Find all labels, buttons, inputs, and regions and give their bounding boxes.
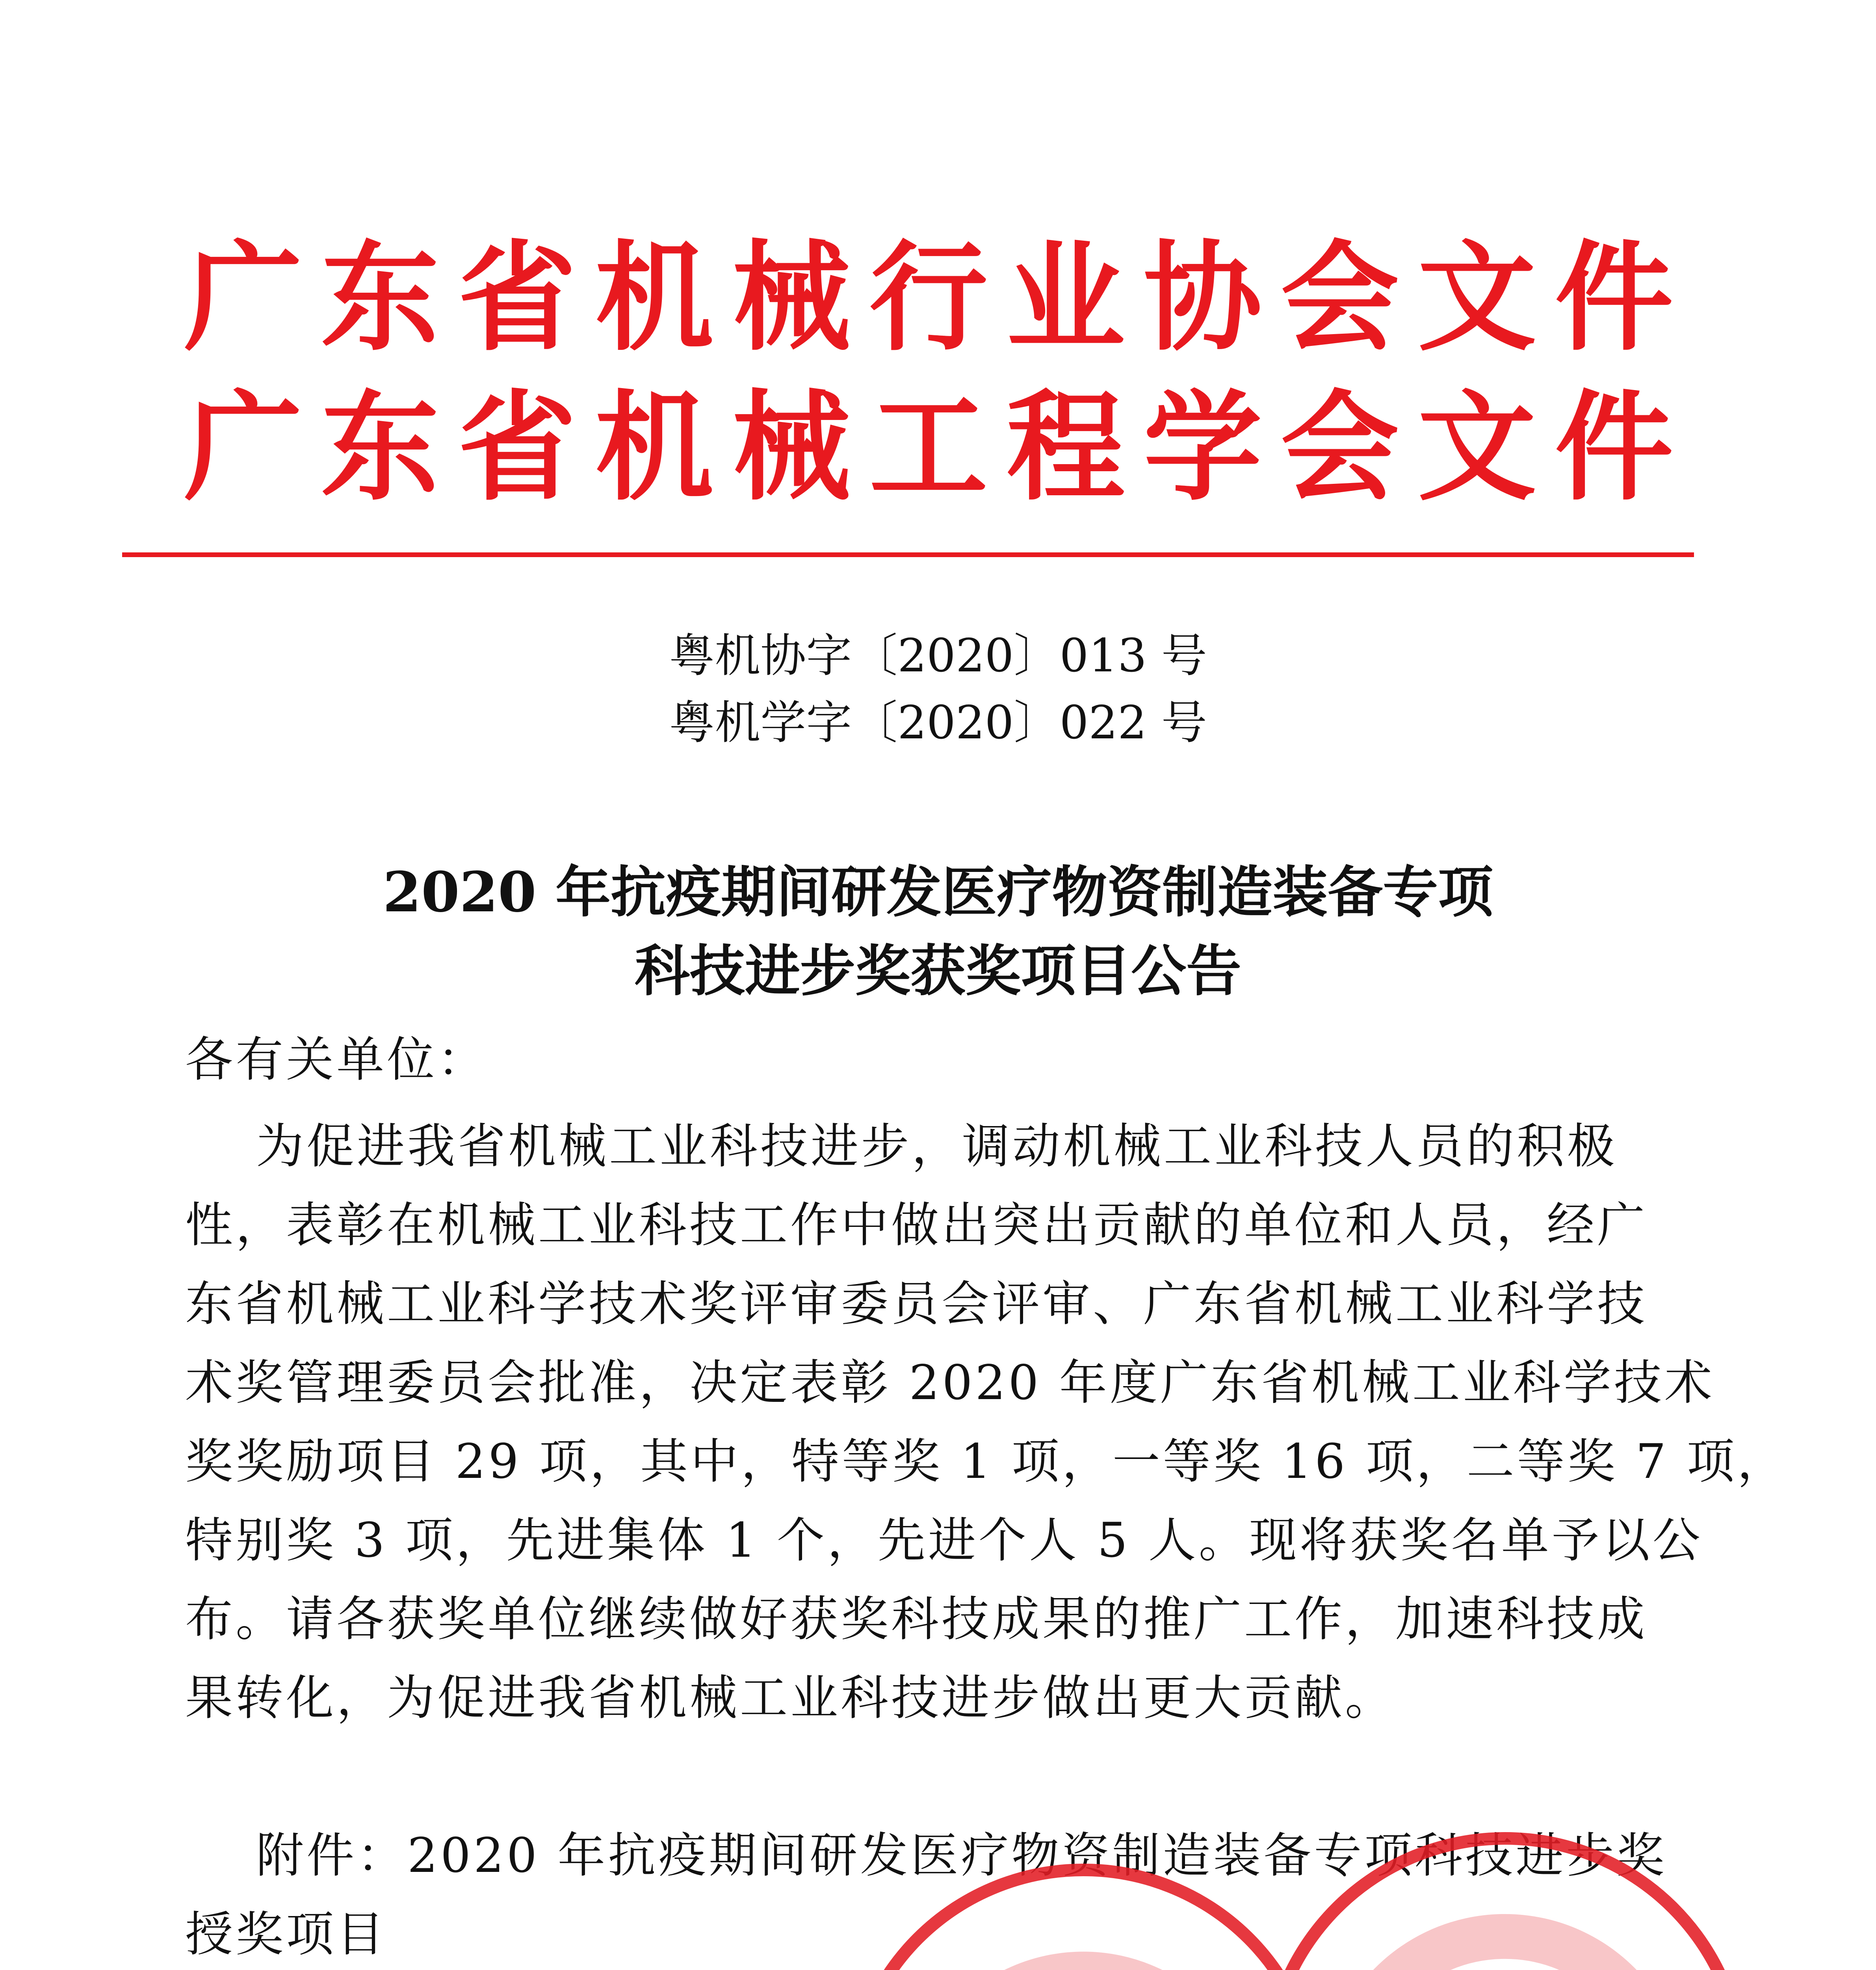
society-seal-stamp [1261, 1832, 1749, 1970]
association-seal-graphic [856, 1876, 1311, 1970]
document-number-association: 粤机协字〔2020〕013 号 [669, 629, 1207, 682]
society-seal-graphic [1273, 1845, 1737, 1970]
paragraph-line: 果转化，为促进我省机械工业科技进步做出更大贡献。 [185, 1670, 1396, 1726]
notice-title-line2: 科技进步奖获奖项目公告 [634, 939, 1241, 1004]
salutation: 各有关单位： [185, 1032, 488, 1087]
attachment-line1: 附件：2020 年抗疫期间研发医疗物资制造装备专项科技进步奖 [256, 1828, 1667, 1883]
attachment-line2: 授奖项目 [185, 1907, 387, 1962]
header-title-society: 广东省机械工程学会文件 [184, 377, 1692, 517]
document-number-society: 粤机学字〔2020〕022 号 [669, 696, 1207, 749]
paragraph-line: 布。请各获奖单位继续做好获奖科技成果的推广工作，加速科技成 [185, 1591, 1648, 1647]
association-seal-stamp [843, 1864, 1324, 1970]
paragraph-line: 奖奖励项目 29 项，其中，特等奖 1 项，一等奖 16 项，二等奖 7 项， [185, 1434, 1788, 1489]
paragraph-line: 为促进我省机械工业科技进步，调动机械工业科技人员的积极 [256, 1119, 1618, 1174]
paragraph-line: 性，表彰在机械工业科技工作中做出突出贡献的单位和人员，经广 [185, 1197, 1648, 1253]
paragraph-line: 特别奖 3 项，先进集体 1 个，先进个人 5 人。现将获奖名单予以公 [185, 1513, 1703, 1568]
notice-title-line1: 2020 年抗疫期间研发医疗物资制造装备专项 [383, 860, 1493, 925]
paragraph-line: 东省机械工业科学技术奖评审委员会评审、广东省机械工业科学技 [185, 1276, 1648, 1332]
paragraph-line: 术奖管理委员会批准，决定表彰 2020 年度广东省机械工业科学技术 [185, 1355, 1715, 1411]
header-title-association: 广东省机械行业协会文件 [184, 228, 1692, 367]
header-divider [122, 552, 1694, 557]
